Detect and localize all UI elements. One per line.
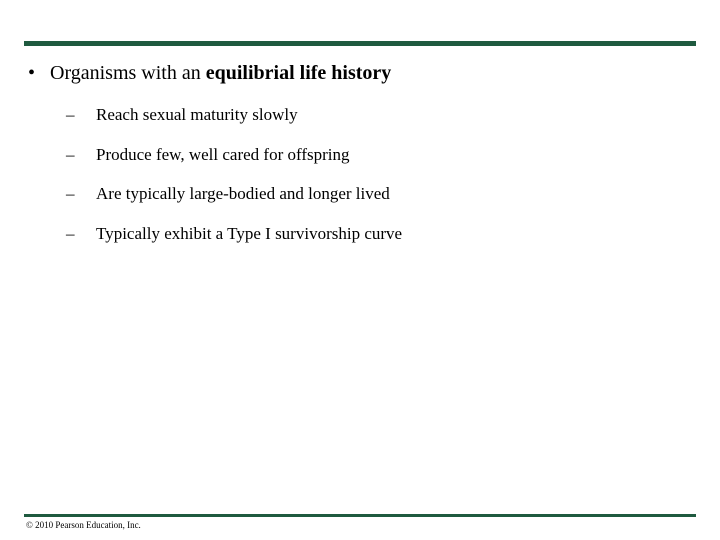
bullet-text: Organisms with an [50, 62, 206, 84]
dash-marker: – [66, 184, 75, 203]
dash-marker: – [66, 223, 75, 243]
main-bullet-point [28, 59, 391, 87]
bottom-divider-rule [24, 514, 696, 517]
sub-bullet-item [66, 182, 402, 206]
sub-bullet-text: Typically exhibit a Type I survivorship curve [96, 223, 403, 243]
sub-bullet-item [66, 143, 402, 167]
sub-bullet-item [66, 222, 402, 246]
dash-marker: – [66, 144, 75, 164]
bullet-bold-term: equilibrial life history [205, 62, 392, 84]
sub-bullet-list [66, 103, 402, 261]
top-divider-rule [24, 41, 696, 46]
bullet-marker: • [28, 62, 36, 84]
sub-bullet-text: Produce few, well cared for offspring [96, 144, 350, 164]
copyright-footer: © 2010 Pearson Education, Inc. [26, 520, 141, 530]
sub-bullet-item [66, 103, 402, 127]
dash-marker: – [66, 105, 75, 124]
sub-bullet-text: Reach sexual maturity slowly [96, 105, 298, 124]
sub-bullet-text: Are typically large-bodied and longer lived [96, 184, 390, 203]
